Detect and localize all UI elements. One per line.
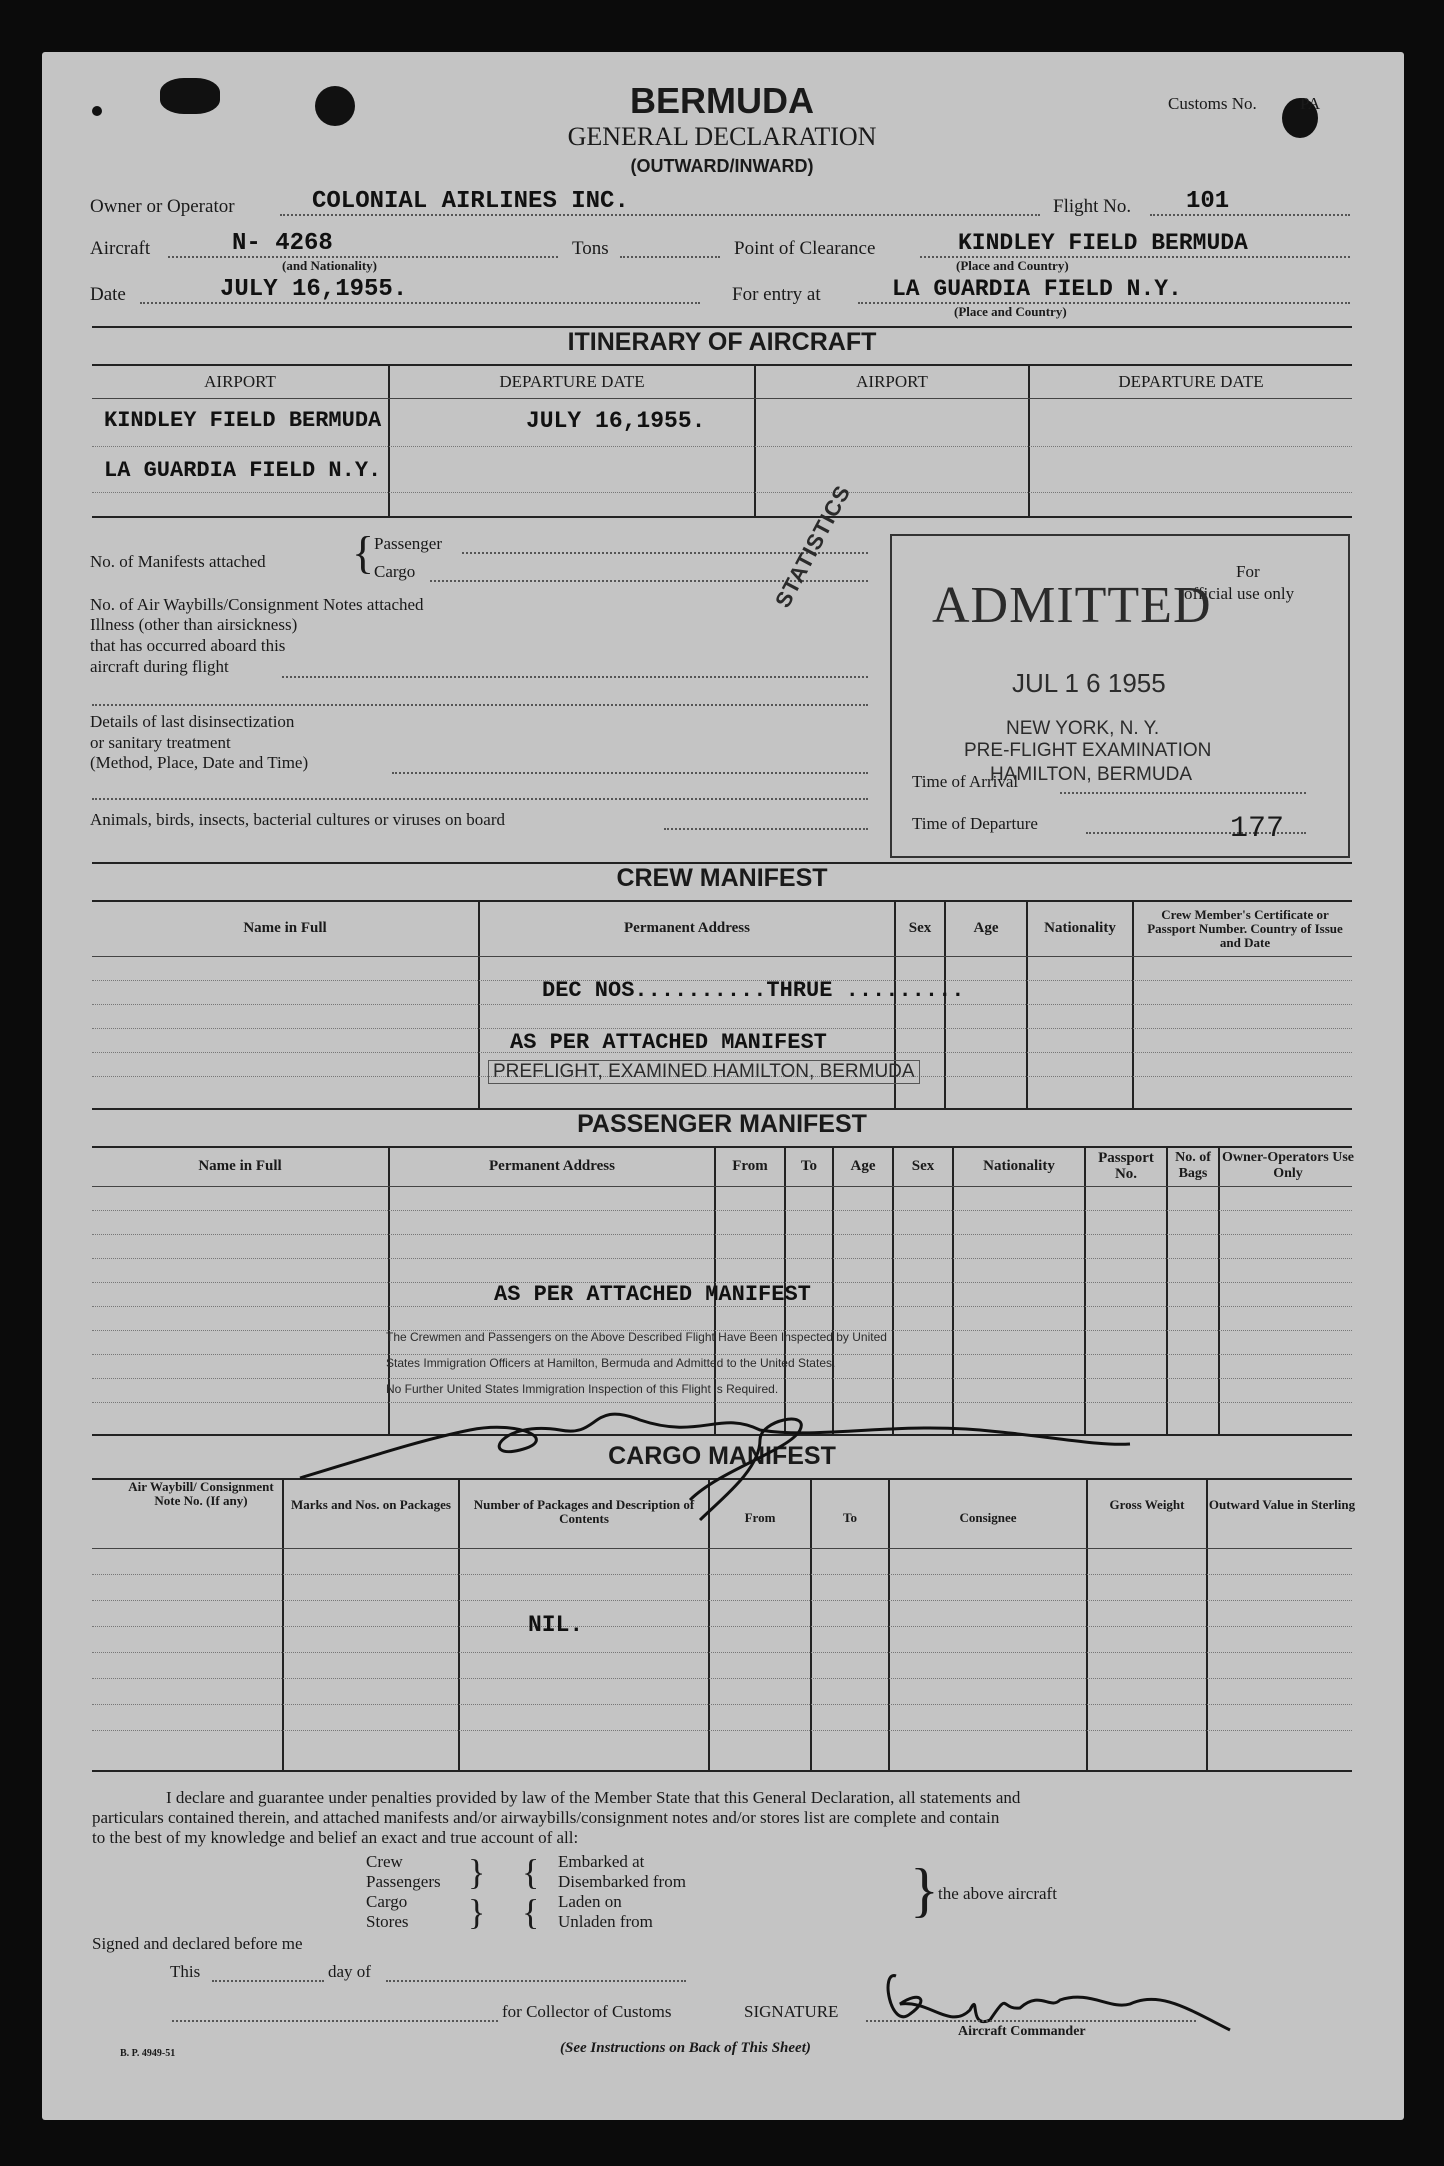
declaration-disembarked: Disembarked from	[558, 1872, 686, 1891]
passenger-manifest-title: PASSENGER MANIFEST	[577, 1110, 867, 1138]
clearance-label: Point of Clearance	[734, 238, 876, 259]
crew-manifest-title: CREW MANIFEST	[616, 864, 828, 892]
cargo-nil: NIL.	[528, 1612, 584, 1638]
declaration-text-2: particulars contained therein, and attached manifests and/or airwaybills/consignment notes and/or stores list are complete and contain	[92, 1808, 1000, 1827]
passenger-col-age: Age	[850, 1158, 876, 1174]
cargo-col-from: From	[744, 1510, 776, 1525]
date-label: Date	[90, 284, 126, 305]
day-of-label: day of	[328, 1962, 371, 1981]
form-direction: (OUTWARD/INWARD)	[630, 156, 814, 176]
collector-label: for Collector of Customs	[502, 2002, 672, 2021]
brace-4: {	[522, 1892, 540, 1932]
official-use-label: official use only	[1184, 584, 1295, 603]
manifests-label: No. of Manifests attached	[90, 552, 266, 571]
clearance-value: KINDLEY FIELD BERMUDA	[958, 230, 1248, 256]
passenger-col-nationality: Nationality	[983, 1158, 1055, 1174]
time-departure-label: Time of Departure	[912, 814, 1038, 833]
this-label: This	[170, 1962, 201, 1981]
cargo-col-packages: Number of Packages and Description of Contents	[473, 1497, 695, 1526]
itinerary-col-airport: AIRPORT	[204, 372, 276, 391]
disinsect-line-2: or sanitary treatment	[90, 733, 231, 752]
declaration-laden: Laden on	[558, 1892, 622, 1911]
customs-value: PA	[1300, 94, 1321, 113]
form-title: BERMUDA	[630, 80, 814, 121]
declaration-above-aircraft: the above aircraft	[938, 1884, 1057, 1903]
itinerary-row-2-airport: LA GUARDIA FIELD N.Y.	[104, 458, 382, 483]
crew-attached-manifest: AS PER ATTACHED MANIFEST	[510, 1030, 827, 1055]
form-number: B. P. 4949-51	[120, 2048, 176, 2059]
passenger-col-sex: Sex	[911, 1158, 935, 1174]
tons-label: Tons	[572, 238, 609, 259]
crew-col-name: Name in Full	[243, 920, 327, 936]
admitted-date: JUL 1 6 1955	[1012, 668, 1166, 698]
illness-line-1: Illness (other than airsickness)	[90, 615, 298, 634]
admitted-hamilton: HAMILTON, BERMUDA	[990, 764, 1192, 785]
crew-col-sex: Sex	[908, 920, 932, 936]
declaration-embarked: Embarked at	[558, 1852, 645, 1871]
flight-value: 101	[1186, 188, 1230, 215]
passenger-col-to: To	[800, 1158, 818, 1174]
itinerary-title: ITINERARY OF AIRCRAFT	[567, 328, 877, 356]
crew-preflight-stamp: PREFLIGHT, EXAMINED HAMILTON, BERMUDA	[488, 1060, 920, 1084]
immigration-stamp-3: No Further United States Immigration Inspection of this Flight is Required.	[386, 1382, 779, 1396]
signature-label: SIGNATURE	[744, 2002, 839, 2021]
brace-1: }	[468, 1852, 486, 1892]
itinerary-col-airport-2: AIRPORT	[856, 372, 928, 391]
crew-col-age: Age	[973, 920, 999, 936]
cargo-col-marks: Marks and Nos. on Packages	[291, 1497, 451, 1512]
entry-note: (Place and Country)	[954, 304, 1067, 319]
immigration-stamp-1: The Crewmen and Passengers on the Above Described Flight Have Been Inspected by United	[386, 1330, 887, 1344]
passenger-col-passport: Passport No.	[1098, 1150, 1154, 1182]
aircraft-label: Aircraft	[90, 238, 151, 259]
disinsect-line-3: (Method, Place, Date and Time)	[90, 753, 309, 772]
itinerary-col-date-2: DEPARTURE DATE	[1118, 372, 1264, 391]
passenger-col-address: Permanent Address	[489, 1158, 615, 1174]
immigration-stamp-2: States Immigration Officers at Hamilton, Bermuda and Admitted to the United States.	[386, 1356, 836, 1370]
crew-col-nationality: Nationality	[1044, 920, 1116, 936]
clearance-note: (Place and Country)	[956, 258, 1069, 273]
declaration-text-3: to the best of my knowledge and belief an exact and true account of all:	[92, 1828, 579, 1847]
declaration-unladen: Unladen from	[558, 1912, 653, 1931]
aircraft-note: (and Nationality)	[282, 258, 377, 273]
declaration-text-1: I declare and guarantee under penalties provided by law of the Member State that this General Declaration, all statements and	[166, 1788, 1021, 1807]
brace-2: }	[468, 1892, 486, 1932]
declaration-cargo: Cargo	[366, 1892, 408, 1911]
instructions-note: (See Instructions on Back of This Sheet)	[560, 2040, 811, 2056]
itinerary-row-1-airport: KINDLEY FIELD BERMUDA	[104, 408, 382, 433]
cargo-col-to: To	[843, 1510, 857, 1525]
cargo-col-value: Outward Value in Sterling	[1208, 1497, 1356, 1512]
crew-col-address: Permanent Address	[624, 920, 750, 936]
itinerary-col-date: DEPARTURE DATE	[499, 372, 645, 391]
disinsect-line-1: Details of last disinsectization	[90, 712, 295, 731]
time-departure-value: 177	[1230, 812, 1285, 846]
manifests-cargo: Cargo	[374, 562, 416, 581]
manifests-passenger: Passenger	[374, 534, 442, 553]
aircraft-commander-label: Aircraft Commander	[958, 2024, 1086, 2039]
cargo-col-consignee: Consignee	[959, 1510, 1017, 1525]
animals-label: Animals, birds, insects, bacterial cultures or viruses on board	[90, 810, 505, 829]
flight-label: Flight No.	[1053, 196, 1132, 217]
passenger-col-name: Name in Full	[198, 1158, 282, 1174]
owner-label: Owner or Operator	[90, 196, 235, 217]
brace-5: }	[910, 1857, 939, 1923]
form-subtitle: GENERAL DECLARATION	[567, 122, 877, 151]
declaration-passengers: Passengers	[366, 1872, 441, 1891]
admitted-preflight: PRE-FLIGHT EXAMINATION	[964, 740, 1212, 761]
date-value: JULY 16,1955.	[220, 276, 408, 303]
admitted-place: NEW YORK, N. Y.	[1006, 718, 1160, 739]
admitted-stamp: ADMITTED	[932, 577, 1212, 634]
illness-line-3: aircraft during flight	[90, 657, 229, 676]
illness-line-2: that has occurred aboard this	[90, 636, 286, 655]
entry-label: For entry at	[732, 284, 821, 305]
brace-3: {	[522, 1852, 540, 1892]
customs-label: Customs No.	[1168, 94, 1257, 113]
aircraft-value: N- 4268	[232, 230, 333, 257]
entry-value: LA GUARDIA FIELD N.Y.	[892, 276, 1182, 302]
manifests-brace: {	[352, 527, 375, 578]
passenger-attached-manifest: AS PER ATTACHED MANIFEST	[494, 1282, 811, 1307]
official-for: For	[1236, 562, 1260, 581]
declaration-stores: Stores	[366, 1912, 409, 1931]
cargo-col-weight: Gross Weight	[1109, 1497, 1185, 1512]
declaration-crew: Crew	[366, 1852, 403, 1871]
time-arrival-label: Time of Arrival	[912, 772, 1019, 791]
waybills-label: No. of Air Waybills/Consignment Notes attached	[90, 595, 424, 614]
owner-value: COLONIAL AIRLINES INC.	[312, 188, 629, 215]
crew-col-certificate: Crew Member's Certificate or Passport Number. Country of Issue and Date	[1147, 907, 1343, 950]
passenger-col-bags: No. of Bags	[1175, 1150, 1211, 1181]
cargo-col-waybill: Air Waybill/ Consignment Note No. (If any)	[128, 1479, 274, 1508]
statistics-stamp: STATISTICS	[770, 480, 856, 612]
cargo-manifest-title: CARGO MANIFEST	[608, 1442, 836, 1470]
crew-dec-nos: DEC NOS..........THRUE .........	[542, 978, 965, 1003]
itinerary-row-1-date: JULY 16,1955.	[526, 408, 706, 434]
signed-declared: Signed and declared before me	[92, 1934, 303, 1953]
passenger-col-from: From	[732, 1158, 768, 1174]
passenger-col-owner: Owner-Operators Use Only	[1221, 1150, 1355, 1181]
